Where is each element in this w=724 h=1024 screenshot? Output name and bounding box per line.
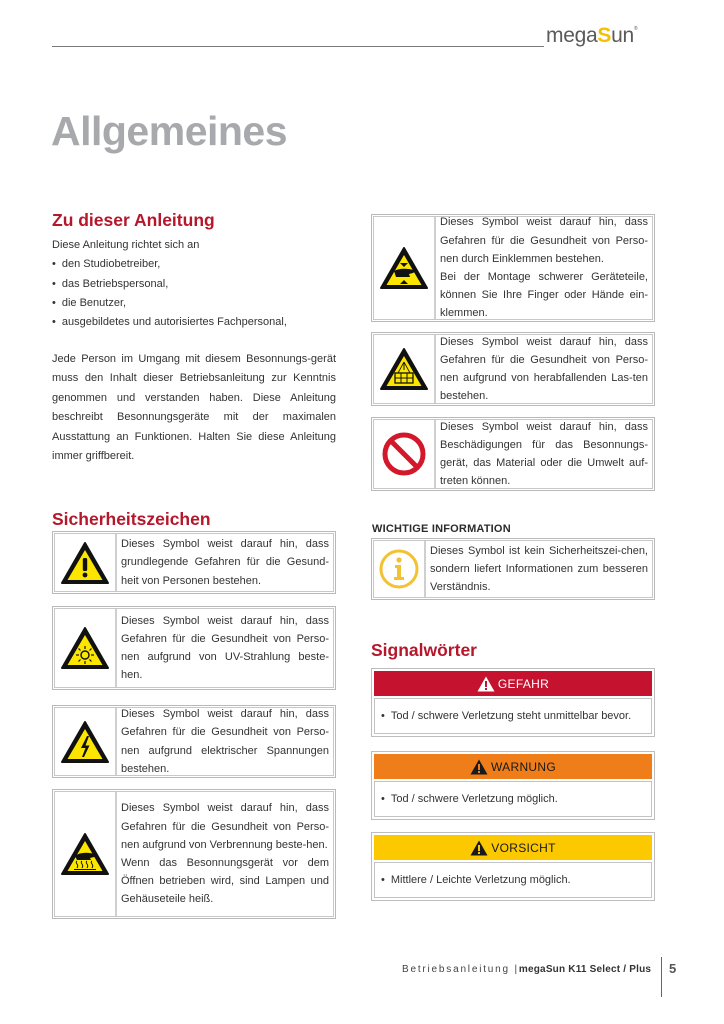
page-title: Allgemeines [51, 108, 288, 154]
signal-word-warning [371, 751, 655, 820]
falling-loads-warning-icon [374, 335, 436, 403]
logo-prefix: mega [546, 24, 598, 47]
header-rule [52, 46, 544, 47]
about-heading: Zu dieser Anleitung [52, 210, 215, 230]
safety-sign-uv [52, 606, 336, 690]
safety-sign-falling-loads [371, 332, 655, 406]
safety-sign-text-detail: Bei der Montage schwerer Geräteteile, können Sie Ihre Finger oder Hände ein-klemmen. [440, 271, 648, 320]
footer-separator: | [514, 964, 519, 975]
signal-word-description: • Tod / schwere Verletzung möglich. [374, 781, 652, 817]
important-info-text: Dieses Symbol ist kein Sicherheitszei-chen, sondern liefert Informationen zum besseren Verständnis. [430, 544, 648, 594]
signal-word-caution [371, 832, 655, 901]
safety-sign-hot-surface [52, 789, 336, 919]
general-warning-icon [55, 534, 117, 591]
signal-word-label: WARNUNG [491, 759, 556, 774]
signal-word-header [374, 671, 652, 696]
info-icon [374, 541, 426, 597]
logo-registered-mark: ® [633, 26, 638, 32]
warning-triangle-icon [477, 676, 495, 692]
electrical-voltage-warning-icon [55, 708, 117, 775]
uv-radiation-warning-icon [55, 609, 117, 687]
audience-item: • das Betriebspersonal, [52, 275, 336, 294]
signal-word-label: VORSICHT [491, 840, 556, 855]
prohibition-icon [374, 420, 436, 488]
signal-word-header [374, 754, 652, 779]
safety-sign-crushing [371, 214, 655, 322]
logo-suffix: un [611, 24, 634, 47]
signal-words-heading: Signalwörter [371, 640, 477, 660]
page-number: 5 [669, 961, 677, 976]
safety-sign-text: Dieses Symbol weist darauf hin, dass Gefahren für die Gesundheit von Perso-nen aufgrund von herabfallenden Las-ten bestehen. [440, 335, 648, 403]
safety-sign-text: Dieses Symbol weist darauf hin, dass Gefahren für die Gesundheit von Perso-nen aufgrund elektrischer Spannungen bestehen. [121, 708, 329, 775]
safety-sign-text: Dieses Symbol weist darauf hin, dass grundlegende Gefahren für die Gesund-heit von Personen bestehen. [121, 538, 329, 587]
audience-item: • die Benutzer, [52, 294, 336, 313]
footer-doc-type: Betriebsanleitung [402, 964, 510, 975]
footer [402, 964, 651, 975]
footer-product: megaSun K11 Select / Plus [518, 964, 652, 975]
crushing-hand-warning-icon [374, 217, 436, 319]
safety-sign-text: Dieses Symbol weist darauf hin, dass Beschädigungen für das Besonnungs-gerät, das Material oder die Umwelt auf-treten können. [440, 420, 648, 488]
warning-triangle-icon [470, 759, 488, 775]
safety-sign-general [52, 531, 336, 594]
signal-word-description: • Tod / schwere Verletzung steht unmittelbar bevor. [374, 698, 652, 734]
about-intro [52, 236, 336, 332]
signal-word-label: GEFAHR [497, 676, 550, 691]
safety-signs-heading: Sicherheitszeichen [52, 509, 211, 529]
about-paragraph: Jede Person im Umgang mit diesem Besonnungs-gerät muss den Inhalt dieser Betriebsanleitung zur Kenntnis genommen und verstanden haben. Diese Anleitung beschreibt Besonnungsgeräte mit der maximalen Ausstattung an Funktionen. Halten Sie diese Anleitung immer griffbereit. [52, 353, 336, 463]
logo-highlight: S [597, 24, 612, 47]
audience-item: • den Studiobetreiber, [52, 255, 336, 274]
safety-sign-text: Dieses Symbol weist darauf hin, dass Gefahren für die Gesundheit von Perso-nen aufgrund von Verbrennung beste-hen. [121, 802, 329, 851]
safety-sign-text-detail: Wenn das Besonnungsgerät vor dem Öffnen betrieben wird, sind Lampen und Gehäuseteile heiß. [121, 857, 329, 906]
safety-sign-text: Dieses Symbol weist darauf hin, dass Gefahren für die Gesundheit von Perso-nen aufgrund von UV-Strahlung beste-hen. [121, 614, 329, 682]
audience-item: • ausgebildetes und autorisiertes Fachpersonal, [52, 313, 336, 332]
intro-text: Diese Anleitung richtet sich an [52, 239, 200, 251]
audience-list [52, 255, 336, 332]
safety-sign-prohibition [371, 417, 655, 491]
megasun-logo [546, 24, 637, 48]
warning-triangle-icon [470, 840, 488, 856]
safety-sign-text: Dieses Symbol weist darauf hin, dass Gefahren für die Gesundheit von Perso-nen durch Einklemmen bestehen. [440, 216, 648, 265]
hot-surface-warning-icon [55, 792, 117, 916]
signal-word-description: • Mittlere / Leichte Verletzung möglich. [374, 862, 652, 898]
important-info-label: WICHTIGE INFORMATION [372, 523, 511, 535]
footer-rule [661, 957, 662, 997]
signal-word-header [374, 835, 652, 860]
signal-word-danger [371, 668, 655, 737]
safety-sign-electrical [52, 705, 336, 778]
important-info-box [371, 538, 655, 600]
